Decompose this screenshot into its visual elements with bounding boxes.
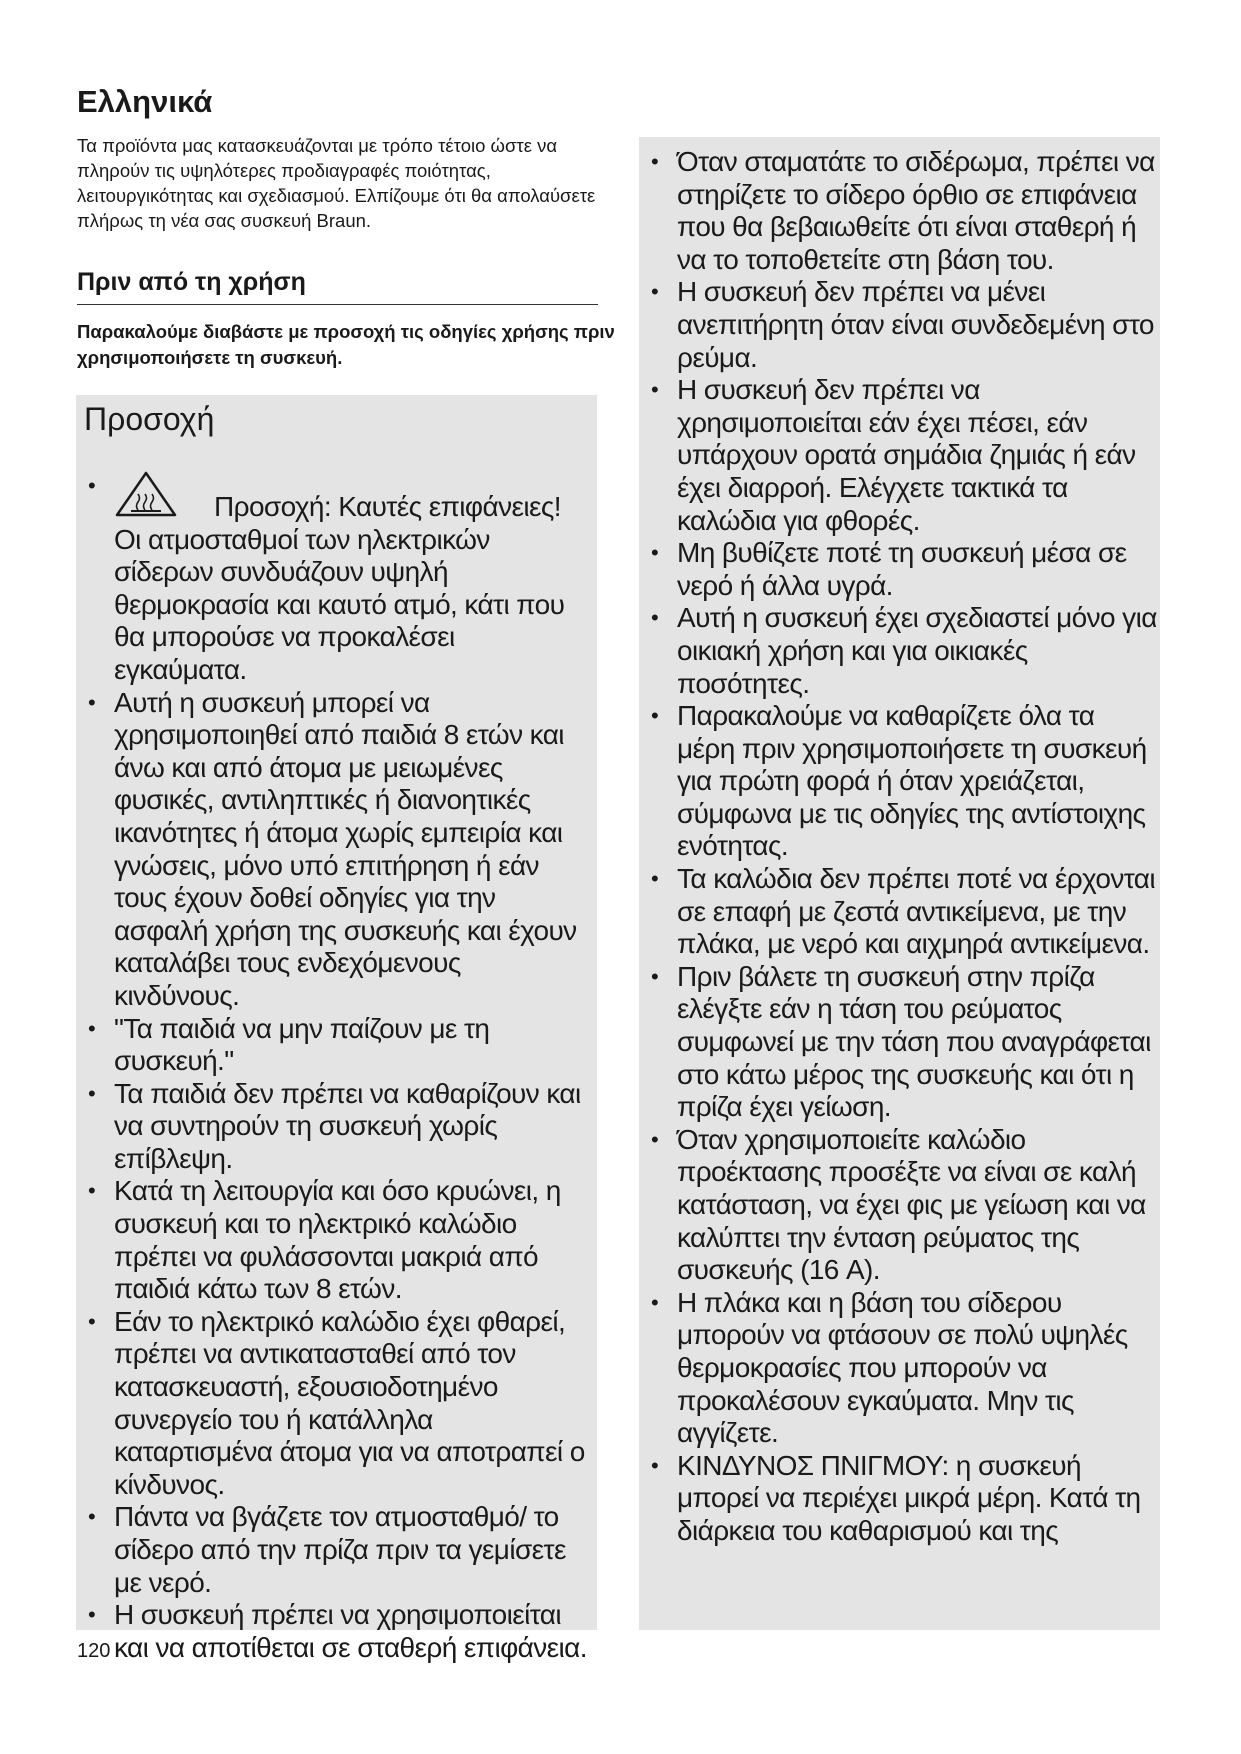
- list-item: [651, 374, 1157, 537]
- bullet-icon: •: [88, 1080, 96, 1106]
- list-item-text: Πάντα να βγάζετε τον ατμοσταθμό/ το σίδερο από την πρίζα πριν τα γεμίσετε με νερό.: [114, 1501, 566, 1598]
- bullet-icon: •: [88, 1504, 96, 1530]
- bullet-icon: •: [651, 149, 659, 174]
- list-item: [88, 687, 593, 1013]
- list-item: [651, 863, 1157, 961]
- list-item: [651, 276, 1157, 374]
- list-item: [88, 1306, 593, 1502]
- list-item-text: Η συσκευή πρέπει να χρησιμοποιείται και να αποτίθεται σε σταθερή επιφάνεια.: [114, 1599, 587, 1663]
- bullet-icon: •: [651, 1289, 659, 1315]
- bullet-icon: •: [651, 540, 659, 566]
- bullet-icon: •: [88, 473, 96, 498]
- list-item-text: Πριν βάλετε τη συσκευή στην πρίζα ελέγξτε εάν η τάση του ρεύματος συμφωνεί με την τάση που αναγράφεται στο κάτω μέρος της συσκευής και ότι η πρίζα έχει γείωση.: [677, 960, 1151, 1123]
- bullet-icon: •: [88, 1602, 96, 1628]
- bullet-icon: •: [88, 1308, 96, 1334]
- list-item: [88, 470, 593, 687]
- bullet-icon: •: [88, 689, 96, 715]
- list-item: [651, 146, 1157, 276]
- bullet-icon: •: [651, 1452, 659, 1478]
- list-item: [88, 1599, 593, 1664]
- hot-surface-warning-icon: [114, 470, 178, 518]
- page-title: Ελληνικά: [77, 84, 213, 119]
- list-item: [651, 602, 1157, 700]
- bullet-icon: •: [651, 605, 659, 631]
- list-item: [88, 1175, 593, 1305]
- list-item: [651, 1287, 1157, 1450]
- bullet-icon: •: [651, 963, 659, 989]
- list-item-text: Αυτή η συσκευή έχει σχεδιαστεί μόνο για οικιακή χρήση και για οικιακές ποσότητες.: [677, 602, 1157, 699]
- caution-heading: Προσοχή: [84, 401, 215, 437]
- list-item: [651, 537, 1157, 602]
- list-item: [651, 961, 1157, 1124]
- bullet-icon: •: [651, 377, 659, 403]
- list-item-text: Τα καλώδια δεν πρέπει ποτέ να έρχονται σε επαφή με ζεστά αντικείμενα, με την πλάκα, με νερό και αιχμηρά αντικείμενα.: [677, 863, 1156, 960]
- list-item-text: Όταν χρησιμοποιείτε καλώδιο προέκτασης προσέξτε να είναι σε καλή κατάσταση, να έχει φις με γείωση και να καλύπτει την ένταση ρεύματος της συσκευής (16 A).: [677, 1123, 1146, 1286]
- list-item-text: Παρακαλούμε να καθαρίζετε όλα τα μέρη πριν χρησιμοποιήσετε τη συσκευή για πρώτη φορά ή όταν χρειάζεται, σύμφωνα με τις οδηγίες της αντίστοιχης ενότητας.: [677, 700, 1147, 862]
- list-item-text: Μη βυθίζετε ποτέ τη συσκευή μέσα σε νερό ή άλλα υγρά.: [677, 537, 1127, 601]
- list-item: [88, 1501, 593, 1599]
- list-item-text: Εάν το ηλεκτρικό καλώδιο έχει φθαρεί, πρέπει να αντικατασταθεί από τον κατασκευαστή, εξουσιοδοτημένο συνεργείο του ή κατάλληλα καταρτισμένα άτομα για να αποτραπεί ο κίνδυνος.: [114, 1305, 585, 1500]
- bullet-icon: •: [651, 279, 659, 305]
- bullet-icon: •: [651, 866, 659, 892]
- read-instructions-note: Παρακαλούμε διαβάστε με προσοχή τις οδηγίες χρήσης πριν χρησιμοποιήσετε τη συσκευή.: [77, 321, 615, 368]
- bullet-icon: •: [651, 703, 659, 729]
- intro-paragraph: Τα προϊόντα μας κατασκευάζονται με τρόπο τέτοιο ώστε να πληρούν τις υψηλότερες προδιαγραφές ποιότητας, λειτουργικότητας και σχεδιασμού. Ελπίζουμε ότι θα απολαύσετε πλήρως τη νέα σας συσκευή Braun.: [77, 135, 596, 231]
- section-heading: Πριν από τη χρήση: [77, 268, 306, 296]
- list-item-text: ΚΙΝΔΥΝΟΣ ΠΝΙΓΜΟΥ: η συσκευή μπορεί να περιέχει μικρά μέρη. Κατά τη διάρκεια του καθαρισμού και της: [677, 1449, 1141, 1546]
- hot-surface-label: Προσοχή: Καυτές επιφάνειες!: [214, 491, 561, 522]
- bullet-icon: •: [651, 1126, 659, 1152]
- list-item-text: Η συσκευή δεν πρέπει να μένει ανεπιτήρητη όταν είναι συνδεδεμένη στο ρεύμα.: [677, 276, 1154, 373]
- hot-surface-text: Οι ατμοσταθμοί των ηλεκτρικών σίδερων συνδυάζουν υψηλή θερμοκρασία και καυτό ατμό, κάτι που θα μπορούσε να προκαλέσει εγκαύματα.: [114, 523, 565, 685]
- bullet-icon: •: [88, 1015, 96, 1041]
- list-item: [651, 700, 1157, 863]
- bullet-icon: •: [88, 1178, 96, 1204]
- list-item-text: Τα παιδιά δεν πρέπει να καθαρίζουν και να συντηρούν τη συσκευή χωρίς επίβλεψη.: [114, 1077, 581, 1174]
- page-number: 120: [77, 1640, 111, 1662]
- list-item: [88, 1078, 593, 1176]
- list-item-text: Κατά τη λειτουργία και όσο κρυώνει, η συσκευή και το ηλεκτρικό καλώδιο πρέπει να φυλάσσονται μακριά από παιδιά κάτω των 8 ετών.: [114, 1175, 561, 1305]
- caution-list-right: [651, 146, 1157, 1548]
- list-item-text: Η πλάκα και η βάση του σίδερου μπορούν να φτάσουν σε πολύ υψηλές θερμοκρασίες που μπορούν να προκαλέσουν εγκαύματα. Μην τις αγγίζετε.: [677, 1286, 1128, 1449]
- list-item-text: Η συσκευή δεν πρέπει να χρησιμοποιείται εάν έχει πέσει, εάν υπάρχουν ορατά σημάδια ζημιάς ή εάν έχει διαρροή. Ελέγχετε τακτικά τα καλώδια για φθορές.: [677, 374, 1136, 536]
- section-divider: [77, 304, 598, 305]
- list-item-text: Όταν σταματάτε το σιδέρωμα, πρέπει να στηρίζετε το σίδερο όρθιο σε επιφάνεια που θα βεβαιωθείτε ότι είναι σταθερή ή να το τοποθετείτε στη βάση του.: [677, 146, 1155, 275]
- list-item-text: "Τα παιδιά να μην παίζουν με τη συσκευή.": [114, 1012, 490, 1077]
- list-item: [651, 1450, 1157, 1548]
- list-item: [88, 1013, 593, 1078]
- list-item-text: Αυτή η συσκευή μπορεί να χρησιμοποιηθεί από παιδιά 8 ετών και άνω και από άτομα με μειωμένες φυσικές, αντιληπτικές ή διανοητικές ικανότητες ή άτομα χωρίς εμπειρία και γνώσεις, μόνο υπό επιτήρηση ή εάν τους έχουν δοθεί οδηγίες για την ασφαλή χρήση της συσκευής και έχουν καταλάβει τους ενδεχόμενους κινδύνους.: [114, 686, 577, 1011]
- list-item: [651, 1124, 1157, 1287]
- caution-list-left: [88, 470, 593, 1664]
